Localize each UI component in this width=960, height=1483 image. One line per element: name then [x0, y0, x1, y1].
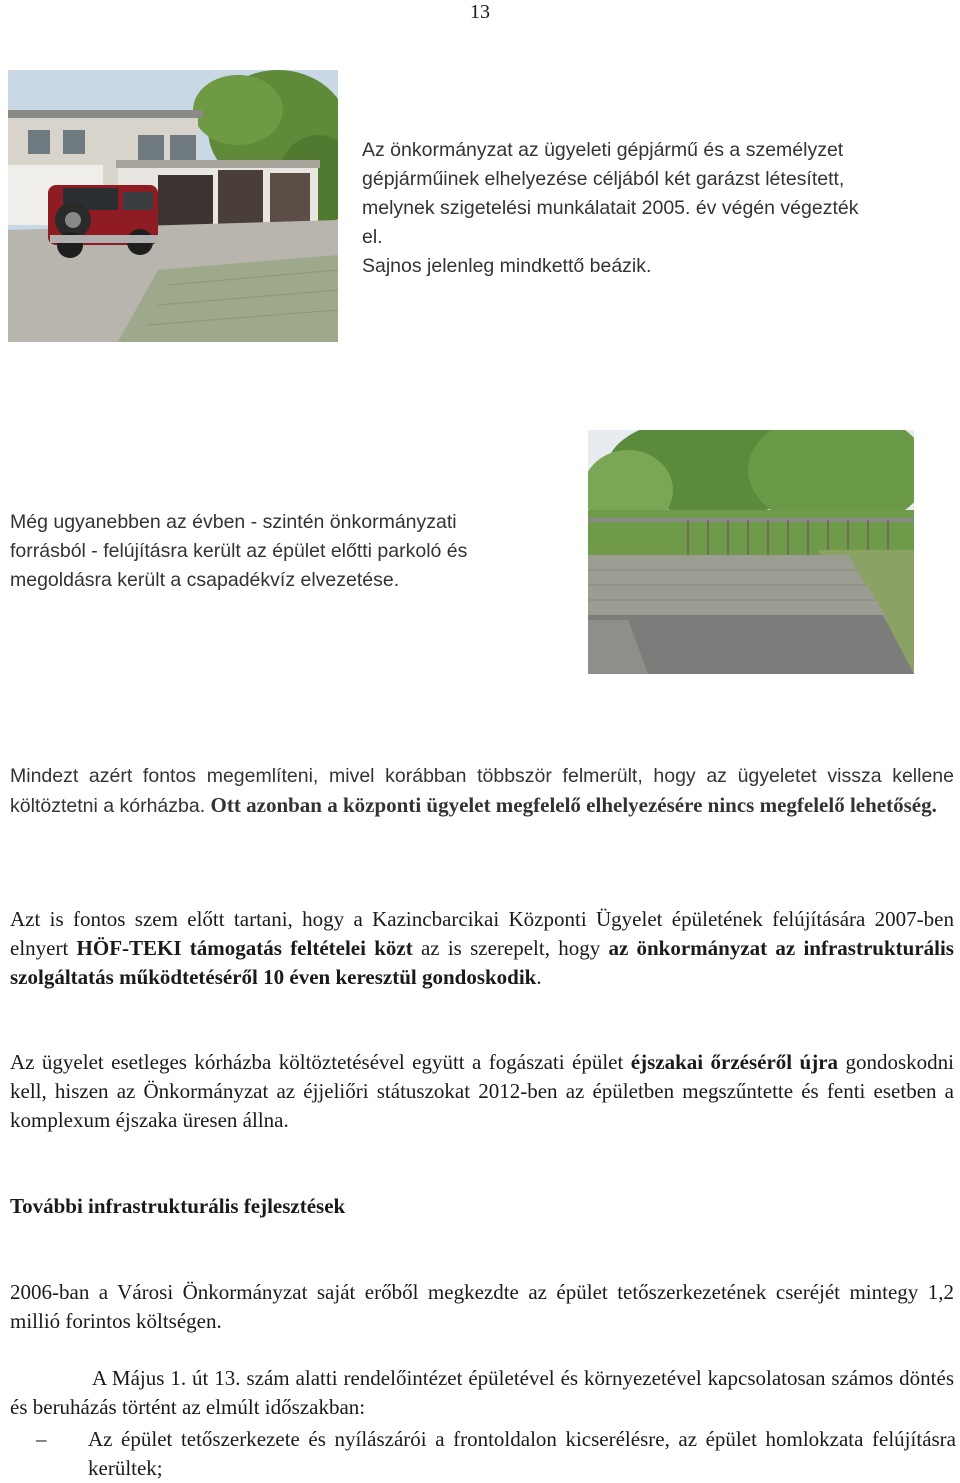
- parking-line-2: forrásból - felújításra került az épület előtti parkoló és: [10, 540, 468, 562]
- night-guard-paragraph: [10, 1048, 954, 1135]
- hospital-text: Mindezt azért fontos megemlíteni, mivel korábban többször felmerült, hogy az ügyeletet vissza kellene költöztetni a kórházba.: [10, 765, 954, 817]
- intro-paragraph: [362, 136, 942, 281]
- parking-line-1: Még ugyanebben az évben - szintén önkormányzati: [10, 511, 457, 533]
- parking-photo: [588, 430, 914, 674]
- hospital-bold-text: Ott azonban a központi ügyelet megfelelő elhelyezésére nincs megfelelő lehetőség.: [210, 793, 937, 817]
- intro-line-2: gépjárműinek elhelyezése céljából két garázst létesített,: [362, 168, 845, 190]
- night-text-2: gondoskodni kell, hiszen az Önkormányzat az éjjeliőri státuszokat 2012-ben az épületben megszűntette és fenti esetben a komplexum éjszaka üresen állna.: [10, 1050, 954, 1132]
- list-item: [36, 1425, 956, 1483]
- clinic-paragraph: A Május 1. út 13. szám alatti rendelőintézet épületével és környezetével kapcsolatosan számos döntés és beruházás történt az elmúlt időszakban:: [10, 1366, 954, 1419]
- grant-bold-1: HÖF-TEKI támogatás feltételei közt: [76, 936, 413, 960]
- intro-line-4: el.: [362, 226, 383, 248]
- grant-text-1: Azt is fontos szem előtt tartani, hogy a Kazincbarcikai Központi Ügyelet épületének felújítására 2007-ben elnyert: [10, 907, 954, 960]
- page-number: 13: [470, 1, 490, 23]
- hospital-paragraph: [10, 762, 954, 821]
- roof-paragraph: 2006-ban a Városi Önkormányzat saját erőből megkezdte az épület tetőszerkezetének cseréjét mintegy 1,2 millió forintos költségen.: [10, 1280, 954, 1333]
- grant-paragraph: [10, 905, 954, 992]
- night-bold-1: éjszakai őrzéséről újra: [630, 1050, 839, 1074]
- grant-bold-2: az önkormányzat az infrastrukturális szolgáltatás működtetéséről 10 éven keresztül gondoskodik: [10, 936, 954, 989]
- intro-line-5: Sajnos jelenleg mindkettő beázik.: [362, 255, 652, 277]
- parking-line-3: megoldásra került a csapadékvíz elvezetése.: [10, 569, 400, 591]
- intro-line-1: Az önkormányzat az ügyeleti gépjármű és a személyzet: [362, 139, 844, 161]
- night-text-1: Az ügyelet esetleges kórházba költöztetésével együtt a fogászati épület: [10, 1050, 631, 1074]
- bullet-marker: –: [36, 1427, 47, 1451]
- parking-paragraph: [10, 508, 570, 595]
- bullet-text: Az épület tetőszerkezete és nyílászárói a frontoldalon kicserélésre, az épület homlokzata felújításra kerültek;: [88, 1427, 956, 1480]
- bullet-list: [36, 1425, 956, 1483]
- section-heading-text: További infrastrukturális fejlesztések: [10, 1194, 346, 1218]
- grant-text-3: .: [536, 965, 542, 989]
- section-heading: [10, 1192, 954, 1221]
- garage-photo: [8, 70, 338, 342]
- grant-text-2: az is szerepelt, hogy: [412, 936, 609, 960]
- intro-line-3: melynek szigetelési munkálatait 2005. év végén végezték: [362, 197, 859, 219]
